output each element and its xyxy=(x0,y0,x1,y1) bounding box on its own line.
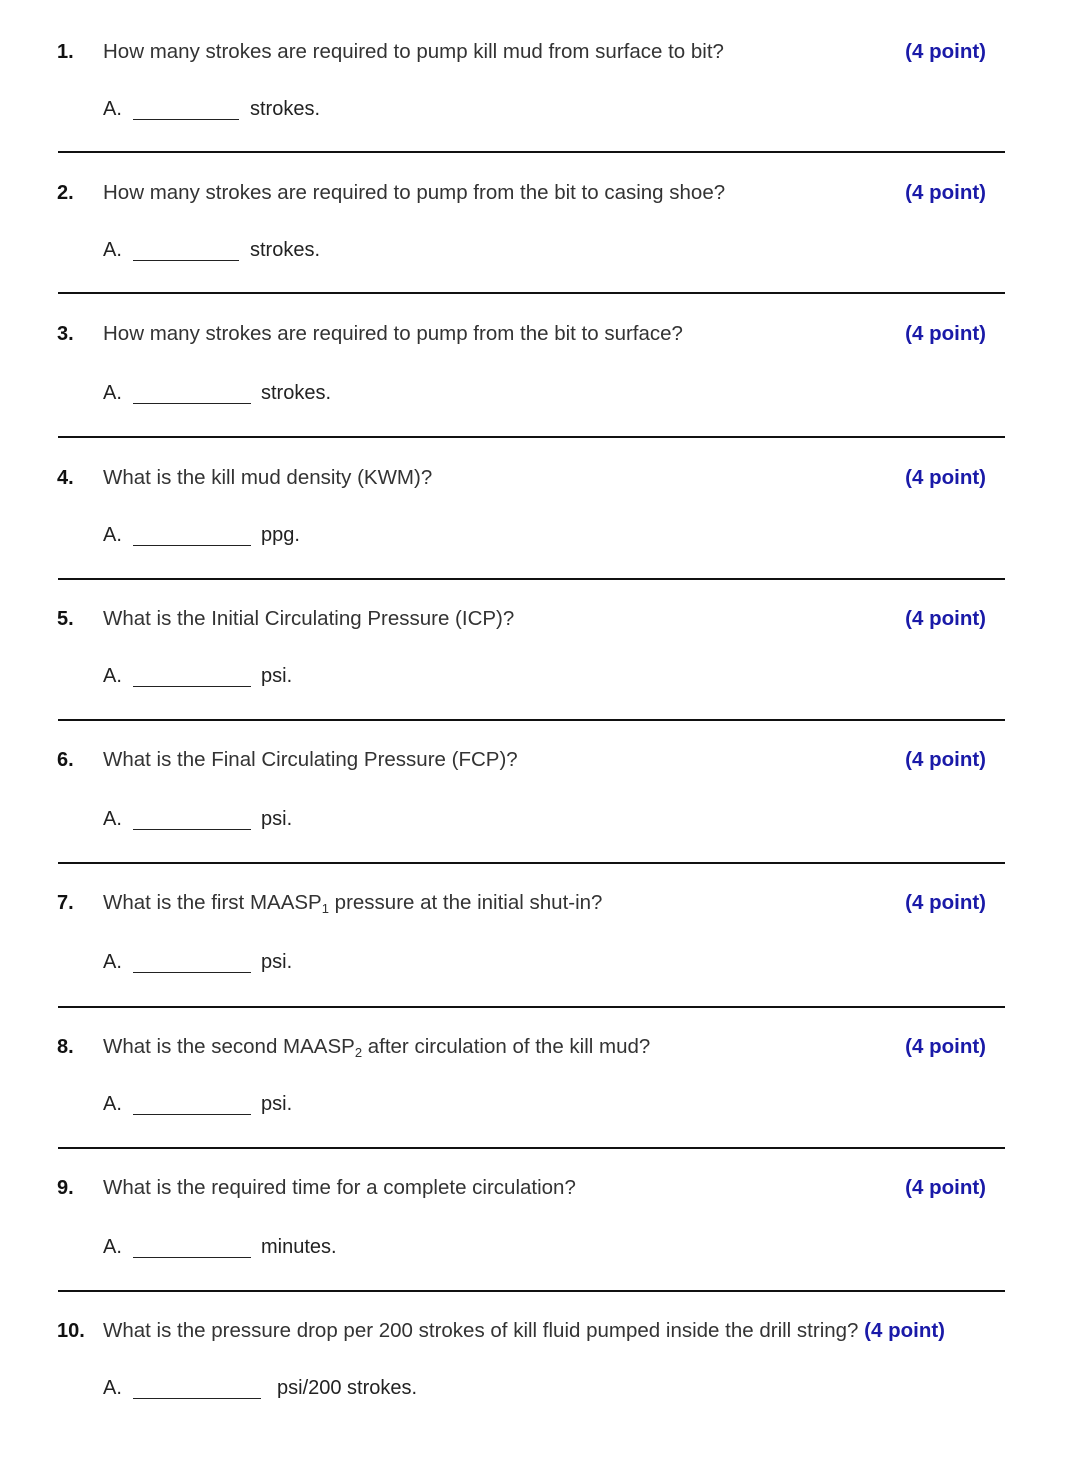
question-points: (4 point) xyxy=(905,891,986,914)
question-text: How many strokes are required to pump kill mud from surface to bit? xyxy=(103,40,724,63)
question-text: How many strokes are required to pump from the bit to surface? xyxy=(103,322,683,345)
question-3 xyxy=(0,322,1080,464)
section-divider xyxy=(58,578,1005,580)
answer-blank[interactable] xyxy=(133,686,251,687)
section-divider xyxy=(58,1006,1005,1008)
section-divider xyxy=(58,719,1005,721)
question-1 xyxy=(0,40,1080,182)
answer-blank[interactable] xyxy=(133,972,251,973)
question-number: 8. xyxy=(57,1036,74,1058)
answer-label: A. xyxy=(103,239,122,261)
answer-unit: psi. xyxy=(261,951,293,973)
question-text xyxy=(103,1035,650,1059)
section-divider xyxy=(58,1147,1005,1149)
answer-blank[interactable] xyxy=(133,829,251,830)
answer-label: A. xyxy=(103,382,122,404)
question-2 xyxy=(0,181,1080,323)
question-text xyxy=(103,891,602,915)
question-text-after: after circulation of the kill mud? xyxy=(362,1035,651,1058)
section-divider xyxy=(58,292,1005,294)
question-points: (4 point) xyxy=(905,466,986,489)
question-subscript: 2 xyxy=(354,1045,363,1060)
answer-unit: psi. xyxy=(261,1093,293,1115)
question-points: (4 point) xyxy=(905,181,986,204)
question-number: 5. xyxy=(57,608,74,630)
question-text: What is the Final Circulating Pressure (FCP)? xyxy=(103,748,518,771)
answer-unit: psi/200 strokes. xyxy=(277,1377,418,1399)
question-text: What is the required time for a complete circulation? xyxy=(103,1176,576,1199)
question-number: 4. xyxy=(57,467,74,489)
question-4 xyxy=(0,466,1080,608)
question-points: (4 point) xyxy=(864,1319,946,1342)
question-text-main: What is the pressure drop per 200 strokes of kill fluid pumped inside the drill string? xyxy=(103,1319,859,1342)
question-text-before: What is the first MAASP xyxy=(103,891,322,914)
answer-label: A. xyxy=(103,808,122,830)
question-text: How many strokes are required to pump from the bit to casing shoe? xyxy=(103,181,726,204)
section-divider xyxy=(58,862,1005,864)
question-text xyxy=(103,1319,945,1343)
answer-label: A. xyxy=(103,1377,122,1399)
answer-blank[interactable] xyxy=(133,119,239,120)
answer-blank[interactable] xyxy=(133,1398,261,1399)
question-number: 10. xyxy=(57,1320,85,1342)
question-text-after: pressure at the initial shut-in? xyxy=(328,891,603,914)
answer-label: A. xyxy=(103,98,122,120)
question-text: What is the Initial Circulating Pressure (ICP)? xyxy=(103,607,515,630)
answer-label: A. xyxy=(103,951,122,973)
question-7 xyxy=(0,891,1080,1033)
answer-unit: strokes. xyxy=(250,98,321,120)
answer-label: A. xyxy=(103,665,122,687)
section-divider xyxy=(58,151,1005,153)
question-8 xyxy=(0,1035,1080,1177)
question-points: (4 point) xyxy=(905,40,986,63)
question-9 xyxy=(0,1176,1080,1318)
answer-blank[interactable] xyxy=(133,403,251,404)
answer-label: A. xyxy=(103,1236,122,1258)
question-number: 6. xyxy=(57,749,74,771)
answer-unit: strokes. xyxy=(261,382,332,404)
question-number: 3. xyxy=(57,323,74,345)
question-points: (4 point) xyxy=(905,748,986,771)
answer-label: A. xyxy=(103,524,122,546)
question-6 xyxy=(0,748,1080,890)
question-points: (4 point) xyxy=(905,322,986,345)
answer-unit: psi. xyxy=(261,808,293,830)
answer-unit: minutes. xyxy=(261,1236,337,1258)
question-points: (4 point) xyxy=(905,1035,986,1058)
question-subscript: 1 xyxy=(321,901,329,916)
answer-blank[interactable] xyxy=(133,1257,251,1258)
answer-unit: psi. xyxy=(261,665,293,687)
question-points: (4 point) xyxy=(905,607,986,630)
question-10 xyxy=(0,1319,1080,1461)
section-divider xyxy=(58,1290,1005,1292)
question-number: 2. xyxy=(57,182,74,204)
question-number: 1. xyxy=(57,41,74,63)
question-number: 9. xyxy=(57,1177,74,1199)
question-number: 7. xyxy=(57,892,74,914)
answer-unit: ppg. xyxy=(261,524,300,546)
question-text-before: What is the second MAASP xyxy=(103,1035,355,1058)
answer-label: A. xyxy=(103,1093,122,1115)
question-5 xyxy=(0,607,1080,749)
answer-blank[interactable] xyxy=(133,1114,251,1115)
question-points: (4 point) xyxy=(905,1176,986,1199)
section-divider xyxy=(58,436,1005,438)
answer-blank[interactable] xyxy=(133,545,251,546)
question-text: What is the kill mud density (KWM)? xyxy=(103,466,433,489)
answer-blank[interactable] xyxy=(133,260,239,261)
answer-unit: strokes. xyxy=(250,239,321,261)
